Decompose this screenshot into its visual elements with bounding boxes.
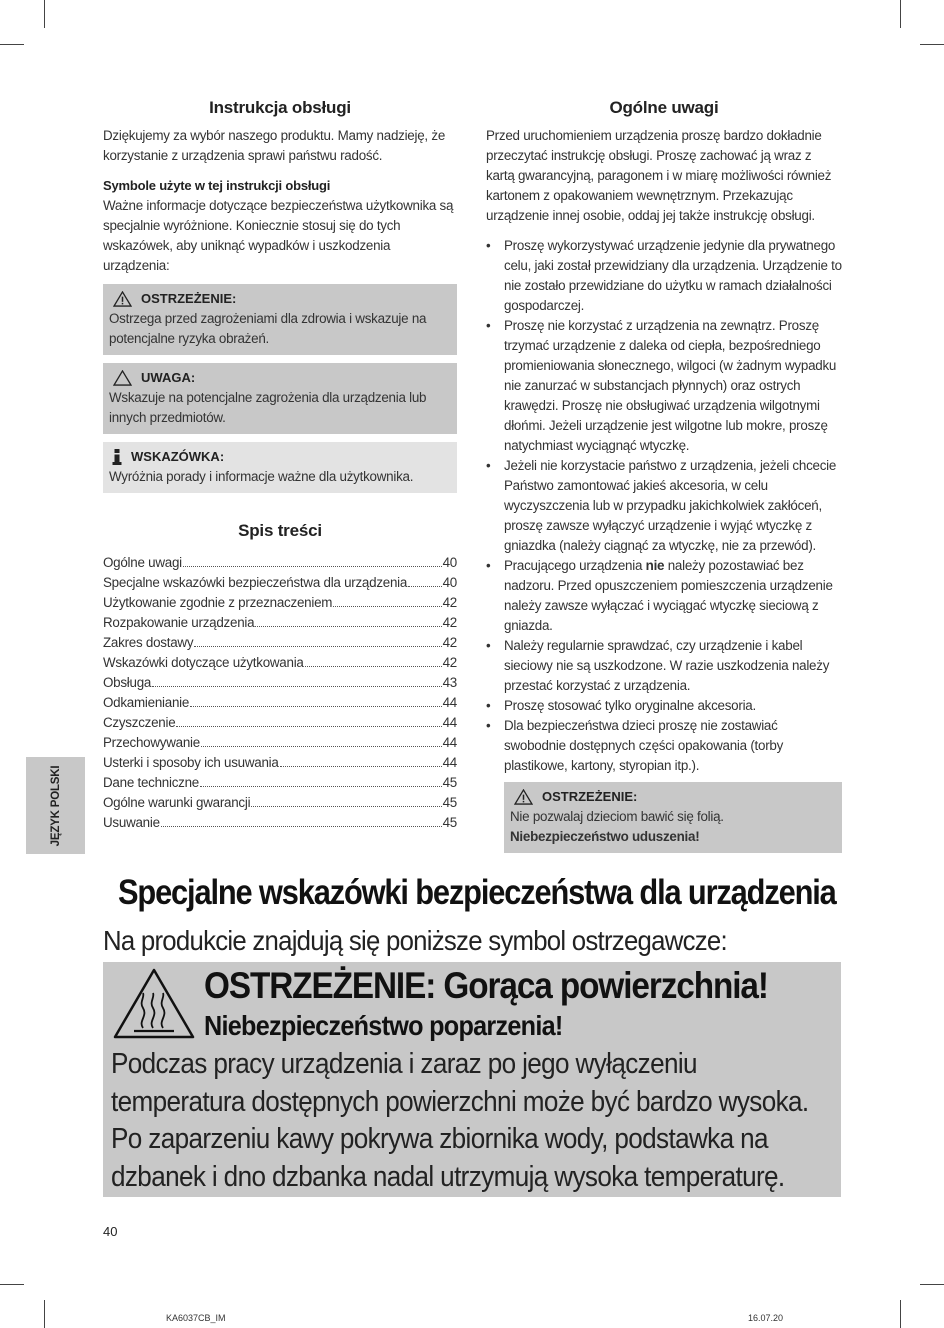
toc-page: 45 bbox=[442, 795, 457, 810]
crop-mark bbox=[920, 1284, 944, 1285]
toc-leader bbox=[176, 726, 441, 727]
toc-row bbox=[103, 773, 457, 793]
info-icon bbox=[111, 449, 123, 465]
warning-title: OSTRZEŻENIE: bbox=[141, 291, 237, 306]
caution-title: UWAGA: bbox=[141, 370, 196, 385]
toc-page: 44 bbox=[442, 715, 457, 730]
hot-surface-icon bbox=[112, 966, 196, 1040]
safety-list bbox=[486, 236, 842, 776]
right-column bbox=[486, 96, 842, 853]
child-warning-box bbox=[504, 782, 842, 853]
toc-row bbox=[103, 673, 457, 693]
toc-page: 43 bbox=[442, 675, 457, 690]
manual-title: Instrukcja obsługi bbox=[209, 98, 351, 117]
left-column bbox=[103, 96, 457, 833]
language-tab-label: JĘZYK POLSKI bbox=[49, 765, 62, 846]
crop-mark bbox=[900, 1300, 901, 1328]
toc-label: Rozpakowanie urządzenia bbox=[103, 615, 255, 630]
list-item: • Proszę wykorzystywać urządzenie jedynie dla prywatnego celu, jaki został przewidziany dla urządzenia. Urządzenie to nie zostało przewidziane do użytku w ramach działalności gospodarczej. bbox=[486, 236, 842, 316]
toc-label: Obsługa bbox=[103, 675, 152, 690]
table-of-contents bbox=[103, 553, 457, 833]
child-warning-text bbox=[510, 807, 836, 847]
hint-title: WSKAZÓWKA: bbox=[131, 449, 225, 464]
footer-date: 16.07.20 bbox=[748, 1313, 784, 1323]
toc-page: 42 bbox=[442, 615, 457, 630]
list-item bbox=[486, 556, 842, 636]
child-warning-emphasis: Niebezpieczeństwo uduszenia! bbox=[510, 829, 700, 844]
crop-mark bbox=[900, 0, 901, 28]
toc-row bbox=[103, 793, 457, 813]
toc-row bbox=[103, 553, 457, 573]
toc-label: Specjalne wskazówki bezpieczeństwa dla urządzenia bbox=[103, 575, 408, 590]
toc-page: 44 bbox=[442, 755, 457, 770]
toc-leader bbox=[333, 606, 441, 607]
list-item-text: Pracującego urządzenia bbox=[504, 558, 646, 573]
warning-box bbox=[103, 284, 457, 355]
crop-mark bbox=[0, 1284, 24, 1285]
toc-row bbox=[103, 733, 457, 753]
toc-leader bbox=[194, 646, 441, 647]
symbols-text: Ważne informacje dotyczące bezpieczeństwa użytkownika są specjalnie wyróżnione. Koniecznie stosuj się do tych wskazówek, aby uniknąć wypadków i uszkodzenia urządzenia: bbox=[103, 198, 454, 273]
toc-row bbox=[103, 713, 457, 733]
toc-row bbox=[103, 573, 457, 593]
crop-mark bbox=[920, 44, 944, 45]
toc-label: Ogólne uwagi bbox=[103, 555, 182, 570]
toc-page: 40 bbox=[442, 575, 457, 590]
toc-page: 42 bbox=[442, 655, 457, 670]
toc-row bbox=[103, 633, 457, 653]
crop-mark bbox=[0, 44, 24, 45]
toc-page: 42 bbox=[442, 635, 457, 650]
crop-mark bbox=[44, 1300, 45, 1328]
hint-text: Wyróżnia porady i informacje ważne dla użytkownika. bbox=[109, 469, 414, 484]
toc-leader bbox=[251, 806, 441, 807]
child-warning-plain: Nie pozwalaj dzieciom bawić się folią. bbox=[510, 809, 724, 824]
toc-page: 40 bbox=[442, 555, 457, 570]
toc-label: Zakres dostawy bbox=[103, 635, 194, 650]
toc-row bbox=[103, 813, 457, 833]
list-item-emphasis: nie bbox=[645, 558, 665, 573]
toc-leader bbox=[152, 686, 441, 687]
hot-surface-text: Podczas pracy urządzenia i zaraz po jego wyłączeniu temperatura dostępnych powierzchni może być bardzo wysoka. Po zaparzeniu kawy pokrywa zbiornika wody, podstawka na dzbanek i dno dzbanka nadal utrzymują wysoka temperaturę. bbox=[111, 1048, 809, 1193]
toc-leader bbox=[305, 666, 442, 667]
toc-row bbox=[103, 693, 457, 713]
footer-doc-id: KA6037CB_IM bbox=[166, 1313, 226, 1323]
burn-danger-subtitle: Niebezpieczeństwo poparzenia! bbox=[204, 1010, 563, 1041]
child-warning-title: OSTRZEŻENIE: bbox=[542, 789, 638, 804]
toc-label: Usterki i sposoby ich usuwania bbox=[103, 755, 279, 770]
toc-leader bbox=[201, 746, 442, 747]
caution-text: Wskazuje na potencjalne zagrożenia dla urządzenia lub innych przedmiotów. bbox=[109, 390, 427, 425]
special-safety-heading: Specjalne wskazówki bezpieczeństwa dla urządzenia bbox=[118, 873, 836, 912]
list-item: • Proszę stosować tylko oryginalne akcesoria. bbox=[486, 696, 842, 716]
toc-label: Wskazówki dotyczące użytkowania bbox=[103, 655, 304, 670]
toc-leader bbox=[280, 766, 442, 767]
warning-triangle-icon bbox=[514, 789, 533, 805]
toc-label: Użytkowanie zgodnie z przeznaczeniem bbox=[103, 595, 333, 610]
hot-surface-title: OSTRZEŻENIE: Gorąca powierzchnia! bbox=[204, 965, 768, 1006]
special-safety-subheading: Na produkcie znajdują się poniższe symbol ostrzegawcze: bbox=[103, 925, 727, 956]
list-item: • Należy regularnie sprawdzać, czy urządzenie i kabel sieciowy nie są uszkodzone. W razie uszkodzenia należy przestać korzystać z urządzenia. bbox=[486, 636, 842, 696]
toc-label: Usuwanie bbox=[103, 815, 160, 830]
toc-label: Przechowywanie bbox=[103, 735, 200, 750]
hint-box bbox=[103, 442, 457, 493]
warning-triangle-icon bbox=[113, 291, 132, 307]
toc-leader bbox=[200, 786, 442, 787]
toc-page: 44 bbox=[442, 695, 457, 710]
toc-page: 44 bbox=[442, 735, 457, 750]
toc-label: Odkamienianie bbox=[103, 695, 190, 710]
toc-label: Czyszczenie bbox=[103, 715, 176, 730]
caution-box bbox=[103, 363, 457, 434]
intro-text: Dziękujemy za wybór naszego produktu. Mamy nadzieję, że korzystanie z urządzenia sprawi państwu radość. bbox=[103, 128, 446, 163]
toc-leader bbox=[255, 626, 441, 627]
toc-row bbox=[103, 613, 457, 633]
language-tab bbox=[26, 757, 85, 854]
toc-row bbox=[103, 593, 457, 613]
toc-row bbox=[103, 653, 457, 673]
warning-text: Ostrzega przed zagrożeniami dla zdrowia i wskazuje na potencjalne ryzyka obrażeń. bbox=[109, 311, 427, 346]
toc-page: 45 bbox=[442, 815, 457, 830]
list-item-text: należy pozostawiać bez nadzoru. Przed opuszczeniem pomieszczenia urządzenie należy zawsze wyłączać i wyciągać wtyczkę sieciową z gniazda. bbox=[504, 558, 833, 633]
toc-leader bbox=[183, 566, 442, 567]
toc-label: Ogólne warunki gwarancji bbox=[103, 795, 251, 810]
caution-triangle-icon bbox=[113, 370, 132, 386]
toc-leader bbox=[190, 706, 442, 707]
toc-row bbox=[103, 753, 457, 773]
crop-mark bbox=[44, 0, 45, 28]
list-item: • Proszę nie korzystać z urządzenia na zewnątrz. Proszę trzymać urządzenie z daleka od ciepła, bezpośredniego promieniowania słonecznego, wilgoci (w żadnym wypadku nie zanurzać w substancjach płynnych) oraz ostrych krawędzi. Proszę nie obsługiwać urządzenia wilgotnymi dłońmi. Jeżeli urządzenie jest wilgotne lub mokre, proszę natychmiast wyciągnąć wtyczkę. bbox=[486, 316, 842, 456]
toc-label: Dane techniczne bbox=[103, 775, 199, 790]
general-notes-intro: Przed uruchomieniem urządzenia proszę bardzo dokładnie przeczytać instrukcję obsługi. Proszę zachować ją wraz z kartą gwarancyjną, paragonem i w miarę możliwości również kartonem z opakowaniem wewnętrznym. Przekazując urządzenie innej osobie, oddaj jej także instrukcję obsługi. bbox=[486, 128, 832, 223]
general-notes-title: Ogólne uwagi bbox=[609, 98, 719, 117]
toc-page: 45 bbox=[442, 775, 457, 790]
list-item: • Dla bezpieczeństwa dzieci proszę nie zostawiać swobodnie dostępnych części opakowania (torby plastikowe, kartony, styropian itp.). bbox=[486, 716, 842, 776]
page-number: 40 bbox=[103, 1224, 118, 1239]
toc-page: 42 bbox=[442, 595, 457, 610]
toc-leader bbox=[161, 826, 442, 827]
symbols-heading: Symbole użyte w tej instrukcji obsługi bbox=[103, 178, 331, 193]
toc-leader bbox=[408, 586, 442, 587]
hot-surface-warning-box bbox=[103, 962, 841, 1197]
list-item: • Jeżeli nie korzystacie państwo z urządzenia, jeżeli chcecie Państwo zamontować jakieś akcesoria, w celu wyczyszczenia lub w przypadku jakichkolwiek zakłóceń, proszę zawsze wyłączyć urządzenie i wyjąć wtyczkę z gniazdka (należy ciągnąć za wtyczkę, nie za przewód). bbox=[486, 456, 842, 556]
toc-title: Spis treści bbox=[238, 521, 322, 540]
